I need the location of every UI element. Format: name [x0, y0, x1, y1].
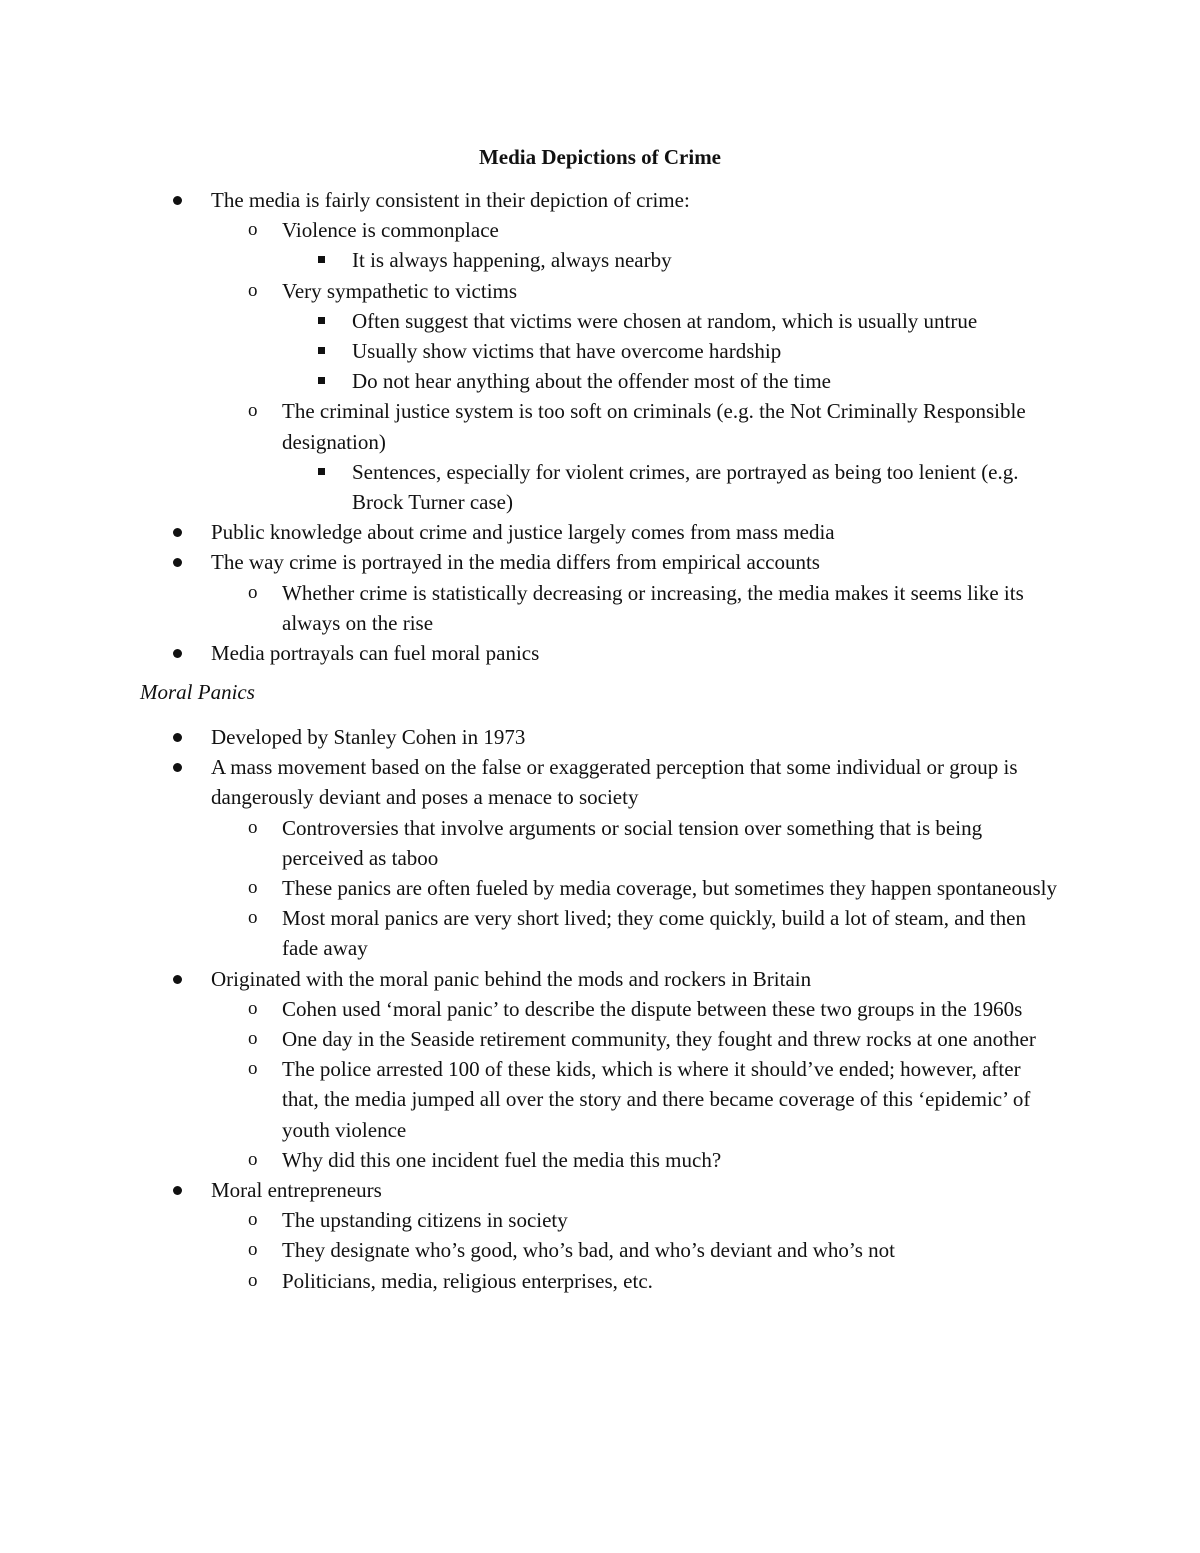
list-item-level-1 [0, 722, 1061, 752]
list-item-level-3 [0, 336, 1062, 366]
list-item-text: Moral entrepreneurs [211, 1178, 382, 1203]
list-item-text: Most moral panics are very short lived; they come quickly, build a lot of steam, and then fade away [282, 906, 1026, 961]
list-item-level-3 [0, 245, 1062, 275]
bullet-icon [173, 528, 182, 537]
list-item-level-1 [0, 185, 1061, 215]
list-item-level-2 [0, 1145, 1062, 1175]
list-item-level-2 [0, 396, 1062, 456]
circle-bullet-icon: o [248, 1058, 258, 1080]
circle-bullet-icon: o [248, 219, 258, 241]
circle-bullet-icon: o [248, 1028, 258, 1050]
list-item-text: Whether crime is statistically decreasing or increasing, the media makes it seems like its always on the rise [282, 580, 1024, 635]
square-bullet-icon [318, 347, 325, 354]
list-item-text: Often suggest that victims were chosen at random, which is usually untrue [352, 308, 978, 333]
square-bullet-icon [318, 317, 325, 324]
circle-bullet-icon: o [248, 1148, 258, 1170]
list-item-level-3 [0, 457, 1062, 517]
list-item-level-2 [0, 1266, 1062, 1296]
list-item-level-1 [0, 517, 1061, 547]
list-item-text: A mass movement based on the false or exaggerated perception that some individual or group is dangerously deviant and poses a menace to society [211, 755, 1018, 810]
square-bullet-icon [318, 468, 325, 475]
circle-bullet-icon: o [248, 997, 258, 1019]
list-item-text: The way crime is portrayed in the media differs from empirical accounts [211, 550, 820, 575]
list-item-level-2 [0, 1205, 1062, 1235]
list-item-text: Public knowledge about crime and justice largely comes from mass media [211, 520, 835, 545]
list-item-level-3 [0, 366, 1062, 396]
list-item-text: The media is fairly consistent in their depiction of crime: [211, 188, 690, 212]
circle-bullet-icon: o [248, 279, 258, 301]
list-item-level-1 [0, 547, 1061, 577]
list-item-level-2 [0, 215, 1062, 245]
list-item-level-1 [0, 1175, 1061, 1205]
list-item-level-1 [0, 752, 1061, 812]
list-item-text: Usually show victims that have overcome hardship [352, 339, 782, 364]
list-item-text: They designate who’s good, who’s bad, and who’s deviant and who’s not [282, 1238, 895, 1263]
list-item-text: Violence is commonplace [282, 218, 499, 243]
list-item-text: It is always happening, always nearby [352, 248, 672, 273]
bullet-icon [173, 733, 182, 742]
list-item-level-2 [0, 813, 1062, 873]
list-item-text: Sentences, especially for violent crimes, are portrayed as being too lenient (e.g. Brock Turner case) [352, 459, 1019, 515]
list-item-level-3 [0, 306, 1062, 336]
list-item-text: Controversies that involve arguments or social tension over something that is being perceived as taboo [282, 815, 983, 870]
list-item-level-1 [0, 964, 1061, 994]
list-item-text: One day in the Seaside retirement community, they fought and threw rocks at one another [282, 1027, 1036, 1052]
list-item-level-2 [0, 1235, 1062, 1265]
list-item-text: Do not hear anything about the offender most of the time [352, 369, 831, 394]
bullet-icon [173, 763, 182, 772]
circle-bullet-icon: o [248, 1209, 258, 1231]
circle-bullet-icon: o [248, 1239, 258, 1261]
list-item-text: The police arrested 100 of these kids, which is where it should’ve ended; however, after that, the media jumped all over the story and there became coverage of this ‘epidemic’ of youth violence [282, 1057, 1031, 1142]
list-item-text: Media portrayals can fuel moral panics [211, 641, 540, 666]
bullet-icon [173, 1186, 182, 1195]
list-item-text: Originated with the moral panic behind the mods and rockers in Britain [211, 966, 812, 991]
bullet-icon [173, 975, 182, 984]
document-title: Media Depictions of Crime [478, 145, 722, 169]
square-bullet-icon [318, 256, 325, 263]
list-item-text: Very sympathetic to victims [282, 278, 518, 303]
section-heading: Moral Panics [140, 680, 255, 704]
list-item-level-2 [0, 1054, 1062, 1145]
circle-bullet-icon: o [248, 907, 258, 929]
list-item-text: The criminal justice system is too soft on criminals (e.g. the Not Criminally Responsible designation) [282, 399, 1026, 454]
list-item-text: The upstanding citizens in society [282, 1208, 568, 1233]
list-item-text: These panics are often fueled by media coverage, but sometimes they happen spontaneously [282, 876, 1057, 901]
list-item-text: Why did this one incident fuel the media this much? [282, 1147, 722, 1172]
circle-bullet-icon: o [248, 400, 258, 422]
list-item-text: Politicians, media, religious enterprises, etc. [282, 1268, 653, 1293]
section-list-media-depictions [0, 185, 1200, 668]
list-item-level-2 [0, 903, 1062, 963]
bullet-icon [173, 558, 182, 567]
list-item-level-2 [0, 578, 1062, 638]
circle-bullet-icon: o [248, 877, 258, 899]
bullet-icon [173, 649, 182, 658]
list-item-level-2 [0, 994, 1062, 1024]
square-bullet-icon [318, 377, 325, 384]
list-item-text: Cohen used ‘moral panic’ to describe the dispute between these two groups in the 1960s [282, 996, 1023, 1021]
section-list-moral-panics [0, 722, 1200, 1296]
circle-bullet-icon: o [248, 816, 258, 838]
bullet-icon [173, 196, 182, 205]
list-item-level-2 [0, 1024, 1062, 1054]
list-item-text: Developed by Stanley Cohen in 1973 [211, 725, 526, 749]
list-item-level-2 [0, 873, 1062, 903]
list-item-level-2 [0, 276, 1062, 306]
circle-bullet-icon: o [248, 1269, 258, 1291]
circle-bullet-icon: o [248, 581, 258, 603]
list-item-level-1 [0, 638, 1061, 668]
